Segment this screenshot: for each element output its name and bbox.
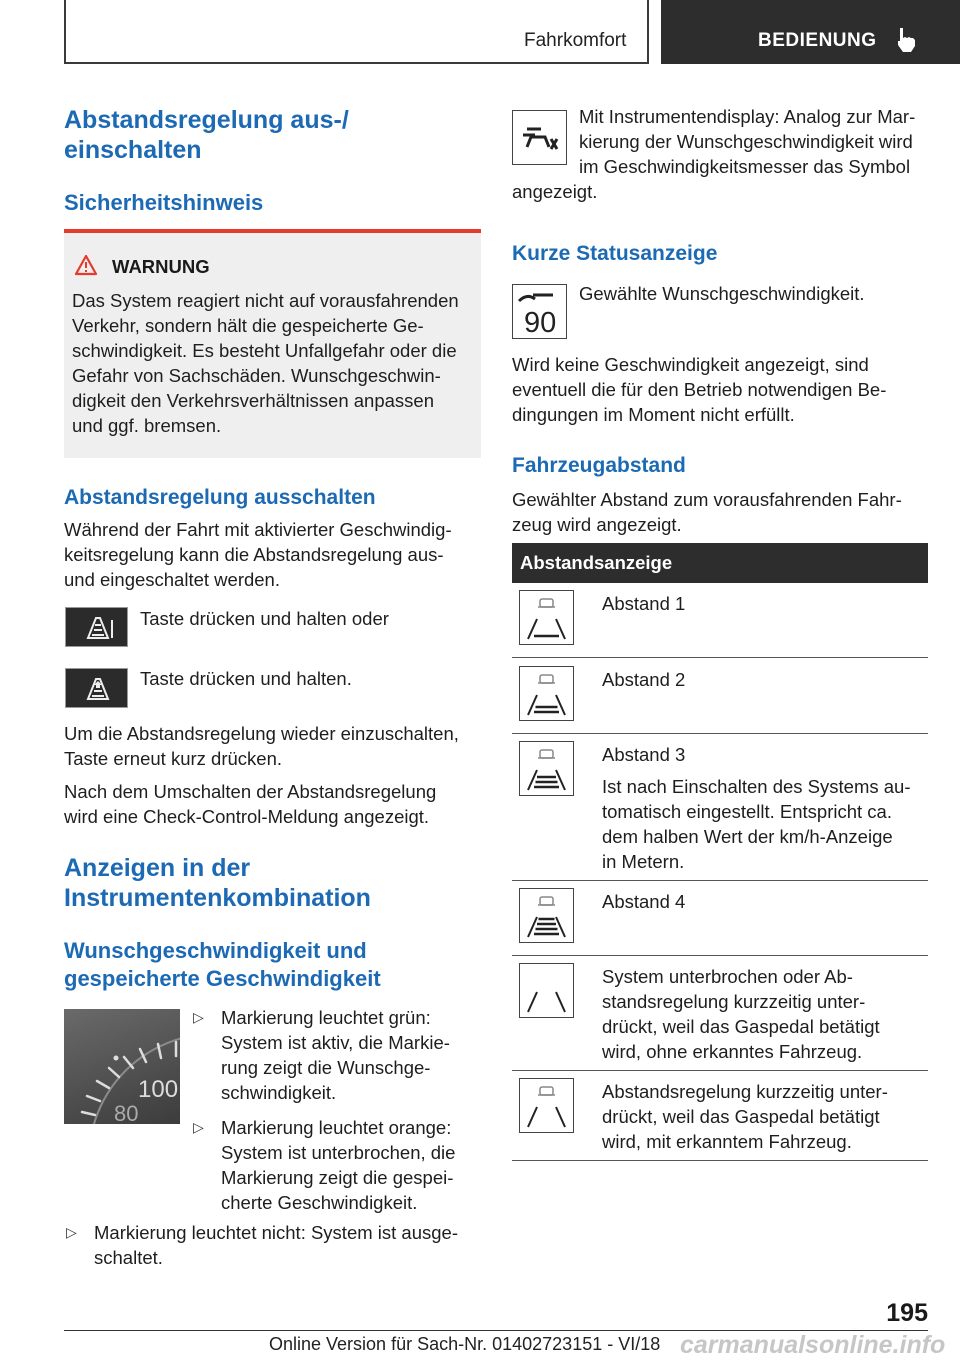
watermark: carmanualsonline.info [680,1331,946,1359]
pointing-hand-icon [894,26,920,54]
heading-status: Kurze Statusanzeige [512,242,718,265]
warning-text: Das System reagiert nicht auf vorausfahrenden Verkehr, sondern hält die gespeicherte Ge- schwindigkeit. Es besteht Unfallgefahr oder die Gefahr von Sachschäden. Wunschgeschwin- digkeit den Verkehrsverhältnissen anpassen und ggf. bremsen. [72,290,459,436]
distance-row-text: Abstand 3 Ist nach Einschalten des Systems au- tomatisch eingestellt. Entspricht ca. dem halben Wert der km/h-Anzeige in Metern. [602,744,911,872]
table-row-divider [512,1160,928,1161]
status-speed-value: 90 [524,307,557,339]
heading-distance: Fahrzeugabstand [512,454,686,477]
bullet-marker: ▷ [66,1224,77,1240]
heading-speed: Wunschgeschwindigkeit und gespeicherte Geschwindigkeit [64,938,381,991]
distance-key-image-1 [65,607,128,647]
section-heading-main: Abstandsregelung aus-/ einschalten [64,106,349,164]
header-section-title: Fahrkomfort [524,30,627,51]
heading-safety: Sicherheitshinweis [64,190,264,215]
status-note: Wird keine Geschwindigkeit angezeigt, sind eventuell die für den Betrieb notwendigen Be- dingungen im Moment nicht erfüllt. [512,354,887,425]
table-row-divider [512,733,928,734]
on-paragraph: Um die Abstandsregelung wieder einzuschalten, Taste erneut kurz drücken. [64,723,459,769]
distance-level-icon [519,963,574,1018]
gauge-label-80: 80 [114,1101,139,1124]
display-paragraph-indent: Mit Instrumentendisplay: Analog zur Mar- kierung der Wunschgeschwindigkeit wird im Geschwindigkeitsmesser das Symbol [579,106,916,177]
distance-row-text: Abstand 1 [602,593,686,614]
bullet-off: Markierung leuchtet nicht: System ist ausge- schaltet. [94,1222,458,1268]
table-row-divider [512,955,928,956]
bullet-orange: Markierung leuchtet orange: System ist unterbrochen, die Markierung zeigt die gespei- cherte Geschwindigkeit. [221,1117,456,1213]
distance-level-icon [519,1078,574,1133]
display-paragraph-end: angezeigt. [512,181,598,202]
off-paragraph: Während der Fahrt mit aktivierter Geschwindig- keitsregelung kann die Abstandsregelung aus- und eingeschaltet werden. [64,519,452,590]
distance-key-image-2 [65,668,128,708]
distance-level-icon [519,888,574,943]
page-number: 195 [886,1299,928,1327]
bullet-marker: ▷ [193,1119,204,1135]
bullet-marker: ▷ [193,1009,204,1025]
distance-level-icon [519,666,574,721]
status-text: Gewählte Wunschgeschwindigkeit. [579,283,865,304]
distance-table-title: Abstandsanzeige [520,552,673,573]
distance-row-text: System unterbrochen oder Ab- standsregelung kurzzeitig unter- drückt, weil das Gaspedal betätigt wird, ohne erkanntes Fahrzeug. [602,966,880,1062]
distance-level-icon [519,741,574,796]
distance-level-icon [519,590,574,645]
bullet-green: Markierung leuchtet grün: System ist aktiv, die Markie- rung zeigt die Wunschge- schwindigkeit. [221,1007,450,1103]
footer-version: Online Version für Sach-Nr. 01402723151 - VI/18 [269,1334,661,1354]
distance-row-text: Abstand 2 [602,669,686,690]
key2-text: Taste drücken und halten. [140,668,352,689]
speedometer-image [64,1009,180,1124]
warning-title: WARNUNG [112,256,210,277]
table-row-divider [512,657,928,658]
gauge-label-100: 100 [138,1076,179,1103]
table-row-divider [512,880,928,881]
heading-display: Anzeigen in der Instrumentenkombination [64,854,371,912]
check-control-paragraph: Nach dem Umschalten der Abstandsregelung wird eine Check-Control-Meldung angezeigt. [64,781,437,827]
key1-text: Taste drücken und halten oder [140,608,389,629]
speed-status-icon [512,284,567,339]
header-chapter-title: BEDIENUNG [758,30,877,51]
distance-paragraph: Gewählter Abstand zum vorausfahrenden Fahr- zeug wird angezeigt. [512,489,902,535]
distance-row-text: Abstandsregelung kurzzeitig unter- drückt, weil das Gaspedal betätigt wird, mit erkanntem Fahrzeug. [602,1081,888,1152]
warning-triangle-icon [74,254,98,276]
table-row-divider [512,1070,928,1071]
distance-row-text: Abstand 4 [602,891,686,912]
cruise-distance-symbol-icon [512,110,567,165]
heading-off: Abstandsregelung ausschalten [64,486,376,509]
